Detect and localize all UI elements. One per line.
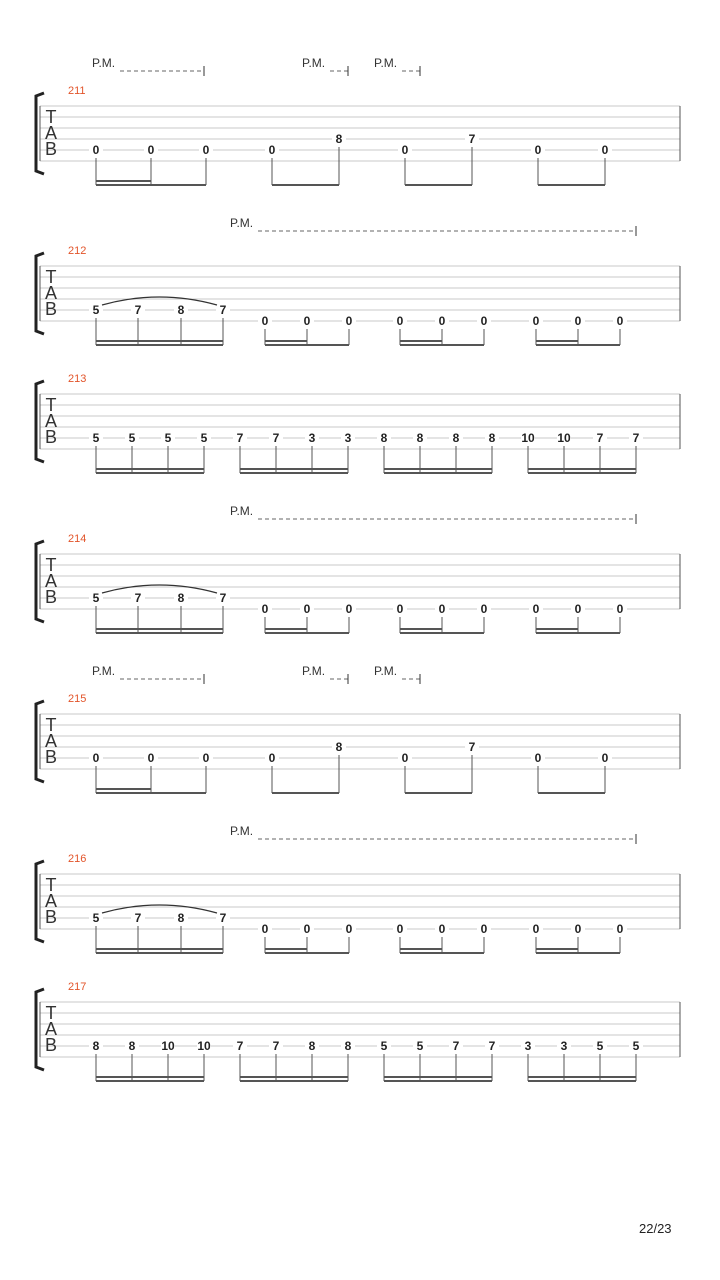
measure-number: 216 (68, 853, 87, 865)
fret-number: 7 (272, 431, 280, 445)
fret-number: 0 (616, 602, 624, 616)
fret-number: 0 (345, 314, 353, 328)
tab-clef-letter: T (45, 107, 57, 127)
tab-clef-letter: A (44, 731, 58, 751)
tab-system-217 (36, 981, 680, 1081)
fret-number: 10 (521, 431, 535, 445)
tab-system-212 (36, 216, 680, 345)
tab-clef-letter: T (45, 555, 57, 575)
fret-number: 0 (534, 143, 542, 157)
tab-clef-letter: B (44, 747, 58, 767)
tab-system-211 (36, 56, 680, 185)
fret-number: 7 (632, 431, 640, 445)
fret-number: 0 (438, 922, 446, 936)
measure-number: 213 (68, 373, 87, 385)
fret-number: 7 (219, 303, 227, 317)
fret-number: 10 (557, 431, 571, 445)
fret-number: 5 (92, 303, 100, 317)
tab-system-213 (36, 373, 680, 473)
fret-number: 0 (92, 143, 100, 157)
palm-mute-label: P.M. (302, 56, 326, 70)
fret-number: 0 (147, 751, 155, 765)
measure-number: 214 (68, 533, 87, 545)
slur-arc (102, 905, 217, 913)
fret-number: 0 (574, 922, 582, 936)
tab-system-214 (36, 504, 680, 633)
fret-number: 0 (303, 602, 311, 616)
tab-clef-letter: B (44, 299, 58, 319)
fret-number: 0 (532, 602, 540, 616)
tab-system-216 (36, 824, 680, 953)
fret-number: 5 (632, 1039, 640, 1053)
fret-number: 0 (616, 314, 624, 328)
fret-number: 5 (596, 1039, 604, 1053)
fret-number: 3 (560, 1039, 568, 1053)
tab-clef-letter: T (45, 875, 57, 895)
fret-number: 7 (134, 303, 142, 317)
tab-clef-letter: A (44, 283, 58, 303)
fret-number: 7 (219, 911, 227, 925)
fret-number: 8 (335, 740, 343, 754)
fret-number: 0 (147, 143, 155, 157)
fret-number: 0 (616, 922, 624, 936)
fret-number: 10 (197, 1039, 211, 1053)
fret-number: 8 (488, 431, 496, 445)
fret-number: 0 (574, 602, 582, 616)
fret-number: 10 (161, 1039, 175, 1053)
tab-clef-letter: T (45, 395, 57, 415)
fret-number: 7 (236, 1039, 244, 1053)
fret-number: 8 (177, 303, 185, 317)
tab-clef-letter: A (44, 411, 58, 431)
fret-number: 7 (134, 911, 142, 925)
fret-number: 0 (303, 922, 311, 936)
fret-number: 0 (345, 602, 353, 616)
fret-number: 3 (524, 1039, 532, 1053)
fret-number: 8 (92, 1039, 100, 1053)
palm-mute-label: P.M. (92, 664, 116, 678)
fret-number: 8 (128, 1039, 136, 1053)
tab-clef-letter: B (44, 907, 58, 927)
fret-number: 0 (480, 922, 488, 936)
tab-clef-letter: B (44, 587, 58, 607)
fret-number: 0 (303, 314, 311, 328)
fret-number: 0 (261, 602, 269, 616)
fret-number: 0 (401, 143, 409, 157)
fret-number: 8 (344, 1039, 352, 1053)
measure-number: 212 (68, 245, 87, 257)
fret-number: 5 (164, 431, 172, 445)
palm-mute-label: P.M. (92, 56, 116, 70)
fret-number: 0 (534, 751, 542, 765)
fret-number: 7 (134, 591, 142, 605)
fret-number: 0 (261, 314, 269, 328)
tab-clef-letter: B (44, 427, 58, 447)
palm-mute-label: P.M. (230, 504, 254, 518)
palm-mute-label: P.M. (374, 56, 398, 70)
fret-number: 5 (92, 591, 100, 605)
tab-clef-letter: A (44, 571, 58, 591)
tab-clef-letter: T (45, 1003, 57, 1023)
palm-mute-label: P.M. (230, 216, 254, 230)
fret-number: 0 (574, 314, 582, 328)
tab-clef-letter: B (44, 1035, 58, 1055)
fret-number: 0 (396, 602, 404, 616)
tab-system-215 (36, 664, 680, 793)
fret-number: 3 (308, 431, 316, 445)
fret-number: 0 (268, 751, 276, 765)
fret-number: 0 (396, 922, 404, 936)
tab-clef-letter: B (44, 139, 58, 159)
fret-number: 8 (452, 431, 460, 445)
fret-number: 7 (468, 132, 476, 146)
fret-number: 8 (416, 431, 424, 445)
palm-mute-label: P.M. (230, 824, 254, 838)
fret-number: 5 (200, 431, 208, 445)
fret-number: 7 (468, 740, 476, 754)
fret-number: 0 (601, 751, 609, 765)
fret-number: 0 (480, 602, 488, 616)
tab-clef-letter: T (45, 715, 57, 735)
tab-clef-letter: A (44, 1019, 58, 1039)
slur-arc (102, 297, 217, 305)
fret-number: 5 (92, 431, 100, 445)
slur-arc (102, 585, 217, 593)
tab-clef-letter: T (45, 267, 57, 287)
measure-number: 215 (68, 693, 87, 705)
fret-number: 7 (272, 1039, 280, 1053)
fret-number: 0 (396, 314, 404, 328)
fret-number: 5 (128, 431, 136, 445)
fret-number: 0 (268, 143, 276, 157)
fret-number: 0 (532, 314, 540, 328)
fret-number: 5 (416, 1039, 424, 1053)
fret-number: 5 (92, 911, 100, 925)
fret-number: 0 (532, 922, 540, 936)
fret-number: 8 (177, 591, 185, 605)
fret-number: 0 (438, 314, 446, 328)
palm-mute-label: P.M. (302, 664, 326, 678)
fret-number: 0 (345, 922, 353, 936)
palm-mute-label: P.M. (374, 664, 398, 678)
fret-number: 7 (236, 431, 244, 445)
fret-number: 0 (202, 143, 210, 157)
fret-number: 8 (380, 431, 388, 445)
measure-number: 211 (68, 85, 86, 97)
fret-number: 5 (380, 1039, 388, 1053)
fret-number: 0 (92, 751, 100, 765)
fret-number: 8 (177, 911, 185, 925)
tab-clef-letter: A (44, 891, 58, 911)
fret-number: 8 (308, 1039, 316, 1053)
fret-number: 7 (219, 591, 227, 605)
fret-number: 3 (344, 431, 352, 445)
fret-number: 0 (601, 143, 609, 157)
fret-number: 0 (438, 602, 446, 616)
fret-number: 0 (261, 922, 269, 936)
tab-clef-letter: A (44, 123, 58, 143)
fret-number: 7 (452, 1039, 460, 1053)
fret-number: 7 (488, 1039, 496, 1053)
fret-number: 0 (480, 314, 488, 328)
fret-number: 0 (401, 751, 409, 765)
fret-number: 0 (202, 751, 210, 765)
measure-number: 217 (68, 981, 87, 993)
fret-number: 7 (596, 431, 604, 445)
page-number: 22/23 (639, 1221, 672, 1236)
fret-number: 8 (335, 132, 343, 146)
